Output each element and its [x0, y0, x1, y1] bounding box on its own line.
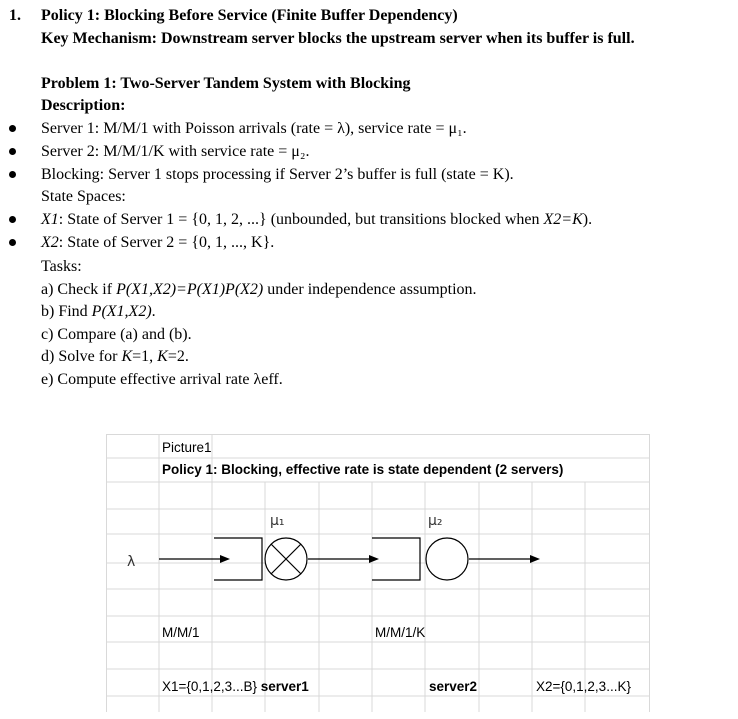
- x1-state: [162, 679, 309, 694]
- lambda-label: λ: [127, 554, 136, 570]
- bullet-server2: Server 2: M/M/1/K with service rate = μ₂.: [41, 143, 310, 160]
- state-x1-cond: X2=K: [543, 211, 583, 228]
- bullet-icon: [9, 125, 16, 132]
- task-a-expr: P(X1,X2)=P(X1)P(X2): [116, 281, 264, 298]
- bullet-blocking: Blocking: Server 1 stops processing if Server 2’s buffer is full (state = K).: [41, 166, 514, 183]
- state-x1: [41, 209, 592, 232]
- server1-model: M/M/1: [162, 625, 200, 640]
- task-d-pre: d) Solve for: [41, 348, 122, 365]
- bullet-server1: Server 1: M/M/1 with Poisson arrivals (rate = λ), service rate = μ₁.: [41, 120, 467, 137]
- server2-label: server2: [429, 679, 478, 694]
- task-a-pre: a) Check if: [41, 281, 117, 298]
- figure-picture1: [106, 434, 650, 712]
- task-d-k2: K: [157, 348, 168, 365]
- task-d: [41, 346, 189, 369]
- task-a: [41, 279, 477, 302]
- task-a-post: under independence assumption.: [263, 281, 477, 298]
- state-x2-var: X2: [41, 234, 59, 251]
- state-x2: [41, 232, 274, 255]
- server2-buffer: [372, 538, 420, 580]
- figure-caption: Picture1: [162, 440, 212, 455]
- bullet-icon: [9, 148, 16, 155]
- bullet-icon: [9, 216, 16, 223]
- task-b: [41, 301, 156, 324]
- figure-title: Policy 1: Blocking, effective rate is state dependent (2 servers): [162, 462, 564, 477]
- task-c: c) Compare (a) and (b).: [41, 326, 192, 343]
- server2-model: M/M/1/K: [375, 625, 426, 640]
- state-x1-text: : State of Server 1 = {0, 1, 2, ...} (unbounded, but transitions blocked when: [58, 211, 544, 228]
- key-mechanism: Key Mechanism: Downstream server blocks the upstream server when its buffer is full.: [41, 30, 635, 47]
- description-label: Description:: [41, 97, 126, 114]
- state-x2-text: : State of Server 2 = {0, 1, ..., K}.: [58, 234, 275, 251]
- task-d-post: =2.: [167, 348, 189, 365]
- server1-label: server1: [260, 679, 309, 694]
- problem-title: Problem 1: Two-Server Tandem System with Blocking: [41, 75, 411, 92]
- server1-circle: [265, 538, 307, 580]
- task-d-mid: =1,: [132, 348, 158, 365]
- departure-arrow: [469, 555, 540, 563]
- section-number: 1.: [9, 7, 21, 24]
- mu2-label: μ₂: [428, 513, 443, 529]
- state-spaces-label: State Spaces:: [41, 188, 126, 205]
- server2-circle: [426, 538, 468, 580]
- task-b-expr: P(X1,X2): [91, 303, 152, 320]
- policy-title: Policy 1: Blocking Before Service (Finite Buffer Dependency): [41, 7, 458, 24]
- x2-state: X2={0,1,2,3...K}: [536, 679, 631, 694]
- tasks-label: Tasks:: [41, 258, 82, 275]
- task-b-pre: b) Find: [41, 303, 92, 320]
- task-b-post: .: [151, 303, 156, 320]
- task-d-k1: K: [121, 348, 133, 365]
- task-e: e) Compute effective arrival rate λeff.: [41, 371, 283, 388]
- bullet-icon: [9, 171, 16, 178]
- state-x1-end: ).: [582, 211, 593, 228]
- bullet-icon: [9, 239, 16, 246]
- mu1-label: μ₁: [270, 513, 285, 529]
- arrival-arrow: [159, 555, 230, 563]
- x1-state-text: X1={0,1,2,3...B}: [162, 679, 261, 694]
- state-x1-var: X1: [41, 211, 59, 228]
